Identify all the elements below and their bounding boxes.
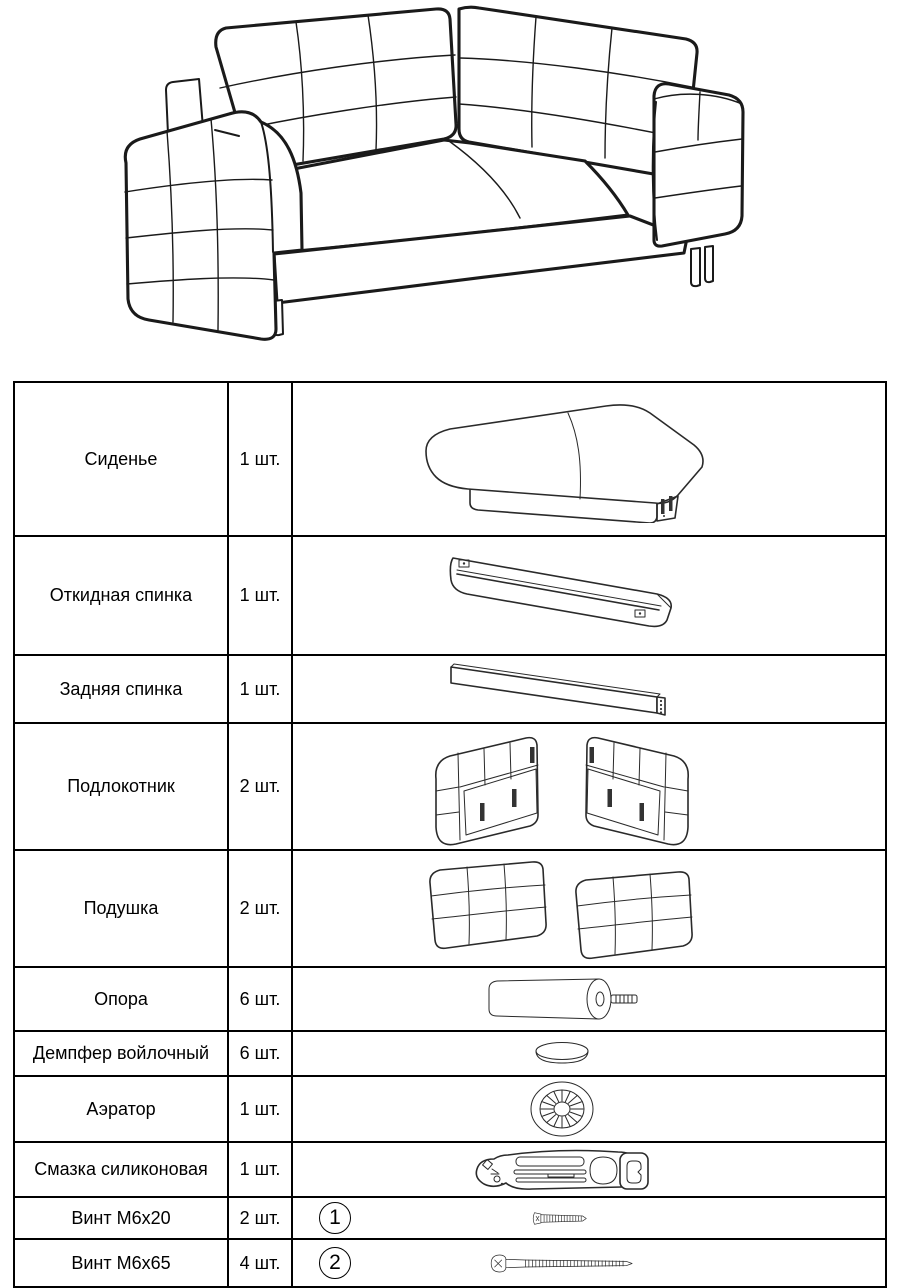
table-row xyxy=(15,1196,885,1238)
part-illustration-cell xyxy=(291,1143,885,1196)
step-marker-circle: 1 xyxy=(319,1202,351,1234)
part-qty: 1 шт. xyxy=(227,1143,291,1196)
table-row xyxy=(15,722,885,849)
step-marker-circle: 2 xyxy=(319,1247,351,1279)
sofa-line-drawing xyxy=(0,0,900,362)
part-illustration-cell xyxy=(291,1077,885,1141)
parts-table xyxy=(13,381,887,1288)
part-qty: 2 шт. xyxy=(227,851,291,966)
part-name: Откидная спинка xyxy=(49,585,193,606)
table-row xyxy=(15,383,885,535)
part-name: Демпфер войлочный xyxy=(32,1043,210,1064)
part-name: Винт М6х20 xyxy=(71,1207,171,1228)
part-name: Опора xyxy=(94,988,148,1009)
part-qty: 2 шт. xyxy=(227,1198,291,1238)
hero-section xyxy=(0,0,900,362)
part-name: Смазка силиконовая xyxy=(34,1159,208,1180)
felt-damper-illustration xyxy=(533,1041,591,1067)
part-illustration-cell xyxy=(291,383,885,535)
table-row xyxy=(15,654,885,722)
part-name: Сиденье xyxy=(84,448,158,469)
cushion-illustration xyxy=(420,857,704,961)
part-name: Аэратор xyxy=(86,1098,156,1119)
part-qty: 1 шт. xyxy=(227,1077,291,1141)
part-name: Подушка xyxy=(83,898,159,919)
table-row xyxy=(15,1030,885,1075)
armrest-illustration xyxy=(424,727,700,847)
part-name: Винт М6х65 xyxy=(71,1252,171,1273)
table-row xyxy=(15,966,885,1030)
table-row xyxy=(15,849,885,966)
table-row xyxy=(15,1075,885,1141)
part-illustration-cell xyxy=(291,968,885,1030)
part-illustration-cell xyxy=(291,1032,885,1075)
part-illustration-cell xyxy=(291,1240,885,1286)
screw-m6x65-illustration xyxy=(487,1253,637,1274)
part-qty: 1 шт. xyxy=(227,656,291,722)
table-row xyxy=(15,1141,885,1196)
support-leg-illustration xyxy=(481,973,643,1025)
part-illustration-cell xyxy=(291,724,885,849)
silicone-grease-illustration xyxy=(472,1147,652,1193)
part-qty: 4 шт. xyxy=(227,1240,291,1286)
part-name: Подлокотник xyxy=(67,776,175,797)
seat-illustration xyxy=(412,395,712,523)
part-qty: 6 шт. xyxy=(227,968,291,1030)
part-illustration-cell xyxy=(291,537,885,654)
screw-m6x20-illustration xyxy=(530,1210,594,1227)
part-qty: 1 шт. xyxy=(227,383,291,535)
part-illustration-cell xyxy=(291,656,885,722)
aerator-illustration xyxy=(529,1079,595,1139)
part-qty: 1 шт. xyxy=(227,537,291,654)
folding-backrest-illustration xyxy=(437,548,687,644)
part-illustration-cell xyxy=(291,851,885,966)
rear-back-panel-illustration xyxy=(439,659,685,719)
part-qty: 2 шт. xyxy=(227,724,291,849)
table-row xyxy=(15,535,885,654)
part-qty: 6 шт. xyxy=(227,1032,291,1075)
table-row xyxy=(15,1238,885,1286)
part-illustration-cell xyxy=(291,1198,885,1238)
part-name: Задняя спинка xyxy=(59,678,183,699)
